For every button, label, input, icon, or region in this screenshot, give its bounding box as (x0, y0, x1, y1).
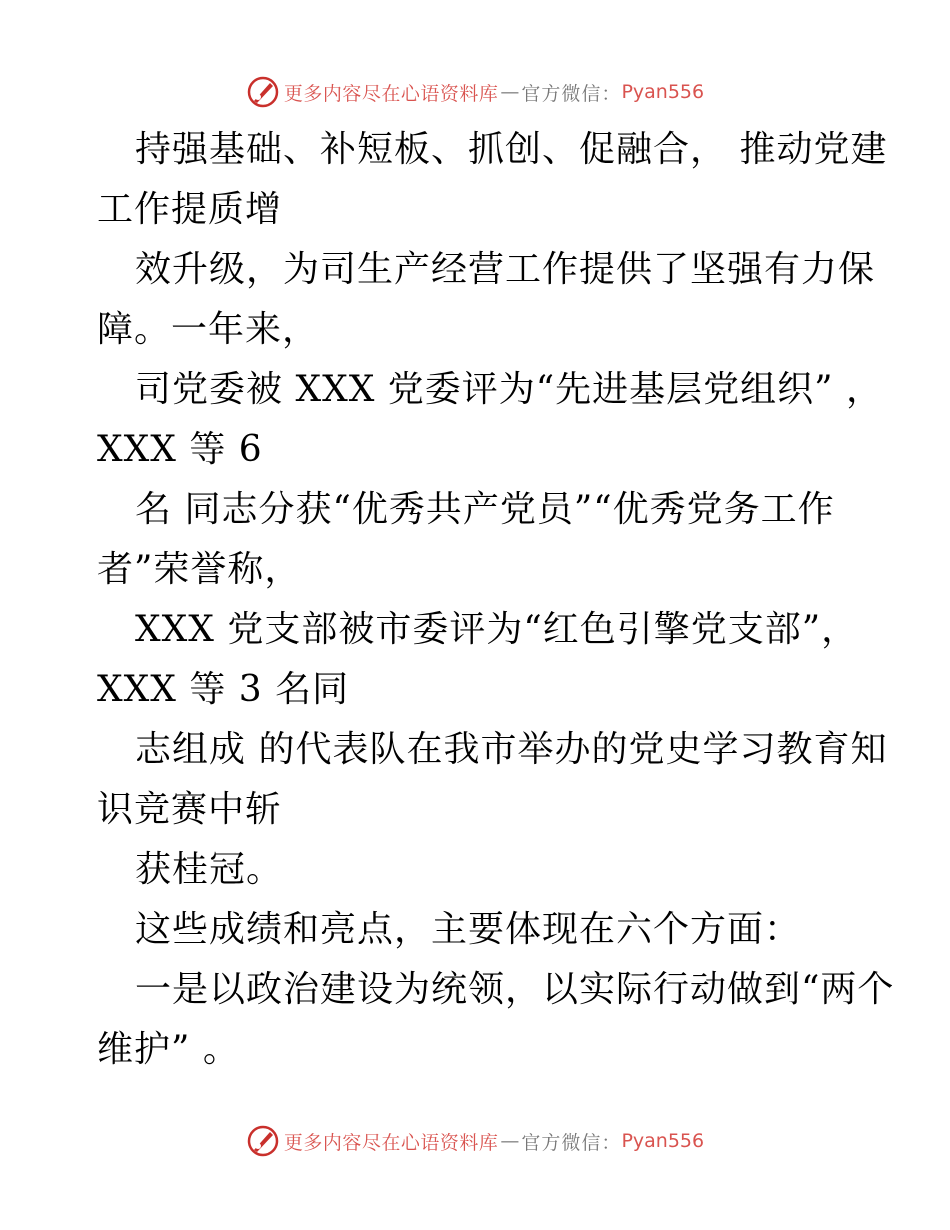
body-line: 维护” 。 (97, 1029, 240, 1070)
body-line: 持强基础、补短板、抓创、促融合， 推动党建 (135, 129, 888, 170)
quill-logo-icon (246, 1124, 280, 1158)
footer-brand: 更多内容尽在心语资料库 (283, 1131, 499, 1154)
footer-wechat-id: Pyan556 (621, 1130, 705, 1152)
body-line: 者”荣誉称， (97, 549, 302, 590)
footer-official-label: 官方微信： (521, 1131, 622, 1154)
quill-logo-icon (246, 75, 280, 109)
body-line: 工作提质增 (97, 189, 283, 230)
header-brand: 更多内容尽在心语资料库 (283, 82, 499, 105)
body-line: 获桂冠。 (135, 849, 284, 890)
footer-dash: — (500, 1130, 520, 1152)
body-line: 名 同志分获“优秀共产党员”“优秀党务工作 (135, 489, 835, 530)
body-line: 这些成绩和亮点，主要体现在六个方面： (135, 909, 802, 950)
body-line: 一是以政治建设为统领，以实际行动做到“两个 (135, 969, 895, 1010)
header-official-label: 官方微信： (521, 82, 622, 105)
footer-watermark (0, 1121, 950, 1161)
body-line: XXX 等 6 (97, 429, 263, 470)
body-line: XXX 党支部被市委评为“红色引擎党支部”， (135, 609, 859, 650)
body-line: 志组成 的代表队在我市举办的党史学习教育知 (135, 729, 888, 770)
body-line: 司党委被 XXX 党委评为“先进基层党组织” ， (135, 369, 884, 410)
body-line: 障。一年来， (97, 309, 320, 350)
body-line: 效升级，为司生产经营工作提供了坚强有力保 (135, 249, 876, 290)
body-line: XXX 等 3 名同 (97, 669, 350, 710)
document-body (97, 120, 895, 1080)
header-wechat-id: Pyan556 (621, 81, 705, 103)
body-line: 识竞赛中斩 (97, 789, 283, 830)
header-watermark (0, 72, 950, 112)
header-dash: — (500, 81, 520, 103)
